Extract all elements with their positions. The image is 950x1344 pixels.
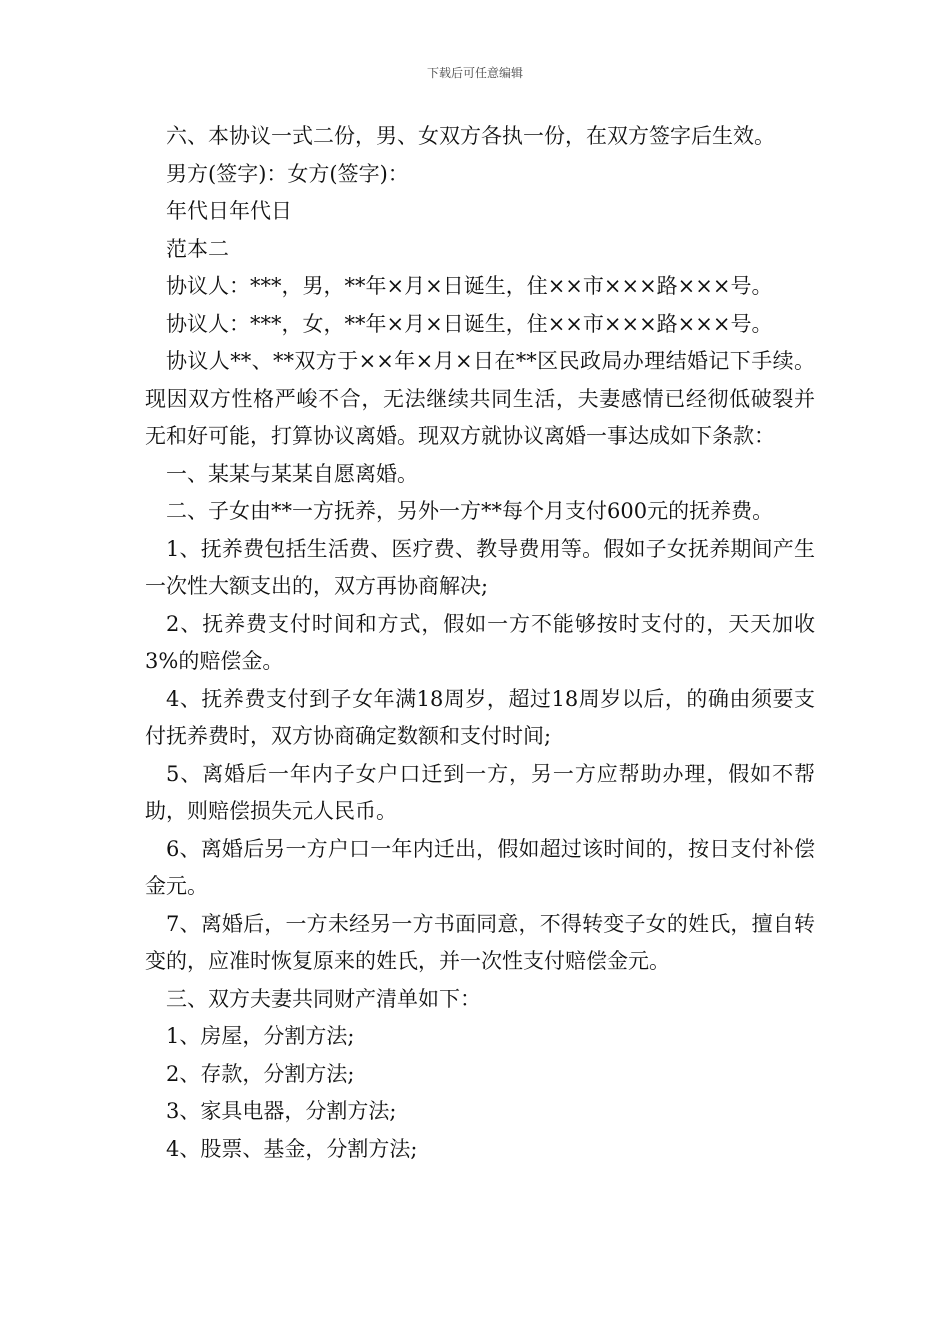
paragraph-party-female: 协议人：***，女，**年×月×日诞生，住××市×××路×××号。 xyxy=(166,311,773,336)
paragraph-item-1: 1、抚养费包括生活费、医疗费、教导费用等。假如子女抚养期间产生一次性大额支出的，双方再协商解决; xyxy=(145,536,815,598)
paragraph-item-4: 4、抚养费支付到子女年满18周岁，超过18周岁以后，的确由须要支付抚养费时，双方协商确定数额和支付时间; xyxy=(145,686,815,748)
paragraph-party-male: 协议人：***，男，**年×月×日诞生，住××市×××路×××号。 xyxy=(166,274,773,298)
paragraph-property-3: 3、家具电器，分割方法; xyxy=(166,1099,397,1123)
paragraph-item-7: 7、离婚后，一方未经另一方书面同意，不得转变子女的姓氏，擅自转变的，应准时恢复原来的姓氏，并一次性支付赔偿金元。 xyxy=(145,911,815,973)
paragraph-item-6: 6、离婚后另一方户口一年内迁出，假如超过该时间的，按日支付补偿金元。 xyxy=(145,836,815,898)
paragraph-property-4: 4、股票、基金，分割方法; xyxy=(166,1136,418,1161)
page-header: 下载后可任意编辑 xyxy=(426,66,523,80)
paragraph-template-two: 范本二 xyxy=(166,236,229,261)
paragraph-clause-three: 三、双方夫妻共同财产清单如下： xyxy=(166,986,481,1011)
document-body xyxy=(145,118,815,1168)
paragraph-dates: 年代日年代日 xyxy=(166,199,292,223)
paragraph-clause-six: 六、本协议一式二份，男、女双方各执一份，在双方签字后生效。 xyxy=(166,124,775,148)
paragraph-property-2: 2、存款，分割方法; xyxy=(166,1061,355,1086)
paragraph-property-1: 1、房屋，分割方法; xyxy=(166,1024,355,1048)
paragraph-preamble: 协议人**、**双方于××年×月×日在**区民政局办理结婚记下手续。现因双方性格严峻不合，无法继续共同生活，夫妻感情已经彻低破裂并无和好可能，打算协议离婚。现双方就协议离婚一事达成如下条款： xyxy=(145,349,815,448)
paragraph-item-5: 5、离婚后一年内子女户口迁到一方，另一方应帮助办理，假如不帮助，则赔偿损失元人民币。 xyxy=(145,761,815,823)
paragraph-signatures: 男方(签字)：女方(签字)： xyxy=(166,161,409,186)
paragraph-clause-two: 二、子女由**一方抚养，另外一方**每个月支付600元的抚养费。 xyxy=(166,499,774,523)
paragraph-item-2: 2、抚养费支付时间和方式，假如一方不能够按时支付的，天天加收3%的赔偿金。 xyxy=(145,611,815,673)
paragraph-clause-one: 一、某某与某某自愿离婚。 xyxy=(166,461,418,486)
